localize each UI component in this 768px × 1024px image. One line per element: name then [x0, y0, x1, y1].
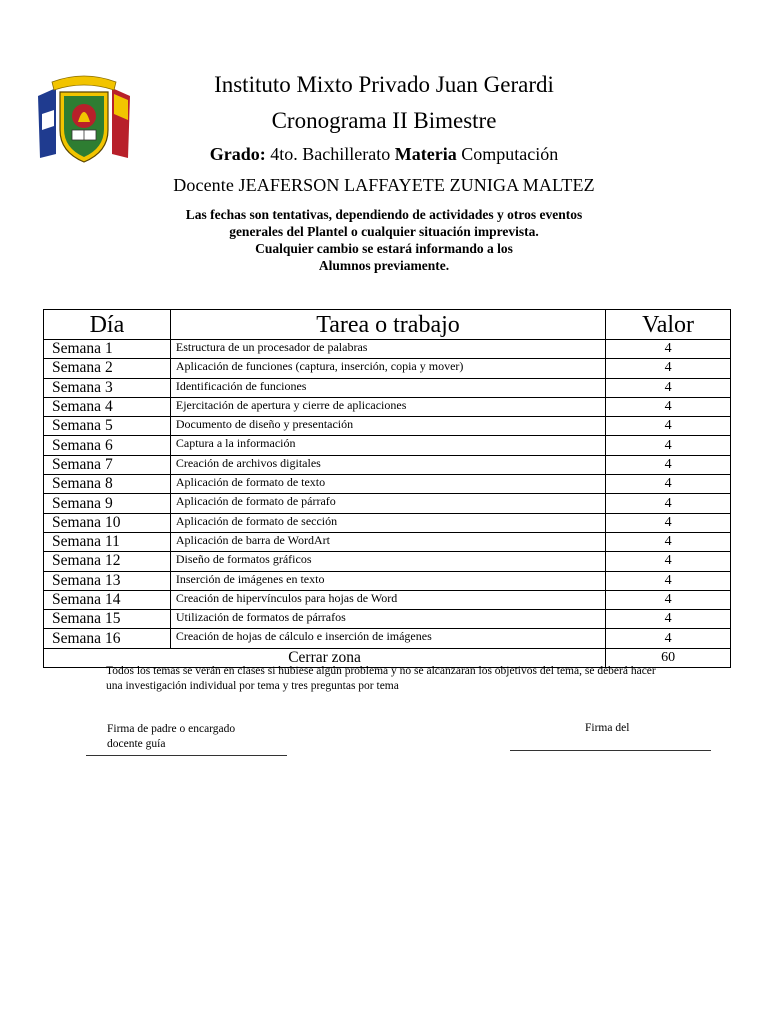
row-day: Semana 2 — [44, 359, 171, 378]
header-day: Día — [44, 310, 171, 340]
grade-value: 4to. Bachillerato — [270, 144, 391, 164]
row-day: Semana 14 — [44, 590, 171, 609]
table-row — [44, 513, 731, 532]
document-title: Cronograma II Bimestre — [271, 108, 497, 133]
row-value: 4 — [606, 532, 731, 551]
row-task: Aplicación de formato de párrafo — [170, 494, 605, 513]
grade-label: Grado: — [209, 144, 266, 164]
row-value: 4 — [606, 610, 731, 629]
row-day: Semana 8 — [44, 475, 171, 494]
row-task: Creación de hojas de cálculo e inserción de imágenes — [170, 629, 605, 648]
table-row — [44, 590, 731, 609]
row-day: Semana 9 — [44, 494, 171, 513]
row-task: Creación de hipervínculos para hojas de Word — [170, 590, 605, 609]
total-label: Cerrar zona — [44, 648, 606, 667]
row-task: Aplicación de formato de sección — [170, 513, 605, 532]
row-value: 4 — [606, 552, 731, 571]
signature-left-line1: Firma de padre o encargado — [107, 723, 236, 735]
table-row — [44, 340, 731, 359]
signature-right: Firma del — [585, 722, 630, 734]
notice-block — [0, 206, 768, 274]
row-value: 4 — [606, 340, 731, 359]
row-task: Identificación de funciones — [170, 378, 605, 397]
table-row — [44, 610, 731, 629]
row-day: Semana 5 — [44, 417, 171, 436]
row-value: 4 — [606, 629, 731, 648]
teacher-line: Docente JEAFERSON LAFFAYETE ZUNIGA MALTEZ — [173, 175, 595, 195]
row-value: 4 — [606, 513, 731, 532]
row-value: 4 — [606, 571, 731, 590]
subject-value: Computación — [461, 144, 559, 164]
row-task: Ejercitación de apertura y cierre de aplicaciones — [170, 397, 605, 416]
table-row — [44, 455, 731, 474]
row-value: 4 — [606, 475, 731, 494]
notice-line: generales del Plantel o cualquier situación imprevista. — [229, 224, 539, 239]
signature-left-line2: docente guía — [107, 738, 166, 750]
row-value: 4 — [606, 436, 731, 455]
table-row — [44, 494, 731, 513]
schedule-table — [43, 309, 731, 668]
notice-line: Cualquier cambio se estará informando a los — [255, 241, 513, 256]
row-value: 4 — [606, 590, 731, 609]
header-task: Tarea o trabajo — [170, 310, 605, 340]
row-day: Semana 11 — [44, 532, 171, 551]
row-task: Utilización de formatos de párrafos — [170, 610, 605, 629]
row-value: 4 — [606, 494, 731, 513]
row-task: Aplicación de funciones (captura, inserción, copia y mover) — [170, 359, 605, 378]
row-task: Aplicación de formato de texto — [170, 475, 605, 494]
row-day: Semana 4 — [44, 397, 171, 416]
table-row — [44, 552, 731, 571]
signature-line-right — [510, 750, 711, 751]
row-day: Semana 6 — [44, 436, 171, 455]
notice-line: Las fechas son tentativas, dependiendo de actividades y otros eventos — [185, 207, 583, 222]
row-value: 4 — [606, 397, 731, 416]
row-day: Semana 13 — [44, 571, 171, 590]
row-value: 4 — [606, 359, 731, 378]
header-value: Valor — [606, 310, 731, 340]
signature-line-left — [86, 755, 287, 756]
table-row — [44, 571, 731, 590]
row-day: Semana 7 — [44, 455, 171, 474]
signature-left — [107, 722, 235, 752]
row-value: 4 — [606, 417, 731, 436]
row-task: Creación de archivos digitales — [170, 455, 605, 474]
table-row — [44, 359, 731, 378]
table-row — [44, 397, 731, 416]
row-task: Estructura de un procesador de palabras — [170, 340, 605, 359]
row-day: Semana 1 — [44, 340, 171, 359]
total-value: 60 — [606, 648, 731, 667]
row-value: 4 — [606, 455, 731, 474]
table-row — [44, 378, 731, 397]
row-day: Semana 15 — [44, 610, 171, 629]
row-task: Documento de diseño y presentación — [170, 417, 605, 436]
table-row — [44, 532, 731, 551]
row-day: Semana 3 — [44, 378, 171, 397]
row-task: Inserción de imágenes en texto — [170, 571, 605, 590]
table-row — [44, 436, 731, 455]
table-header-row — [44, 310, 731, 340]
subject-label: Materia — [394, 144, 457, 164]
row-task: Diseño de formatos gráficos — [170, 552, 605, 571]
row-task: Captura a la información — [170, 436, 605, 455]
row-day: Semana 12 — [44, 552, 171, 571]
school-name: Instituto Mixto Privado Juan Gerardi — [214, 72, 554, 97]
footnote: Todos los temas se verán en clases si hubiese algún problema y no se alcanzaran los objetivos del tema, se deberá hacer una investigación individual por tema y tres preguntas por tema — [106, 665, 656, 692]
row-day: Semana 16 — [44, 629, 171, 648]
notice-line: Alumnos previamente. — [318, 258, 450, 273]
grade-subject-line — [0, 144, 768, 165]
row-day: Semana 10 — [44, 513, 171, 532]
table-row — [44, 417, 731, 436]
row-value: 4 — [606, 378, 731, 397]
table-row — [44, 475, 731, 494]
table-row — [44, 629, 731, 648]
row-task: Aplicación de barra de WordArt — [170, 532, 605, 551]
